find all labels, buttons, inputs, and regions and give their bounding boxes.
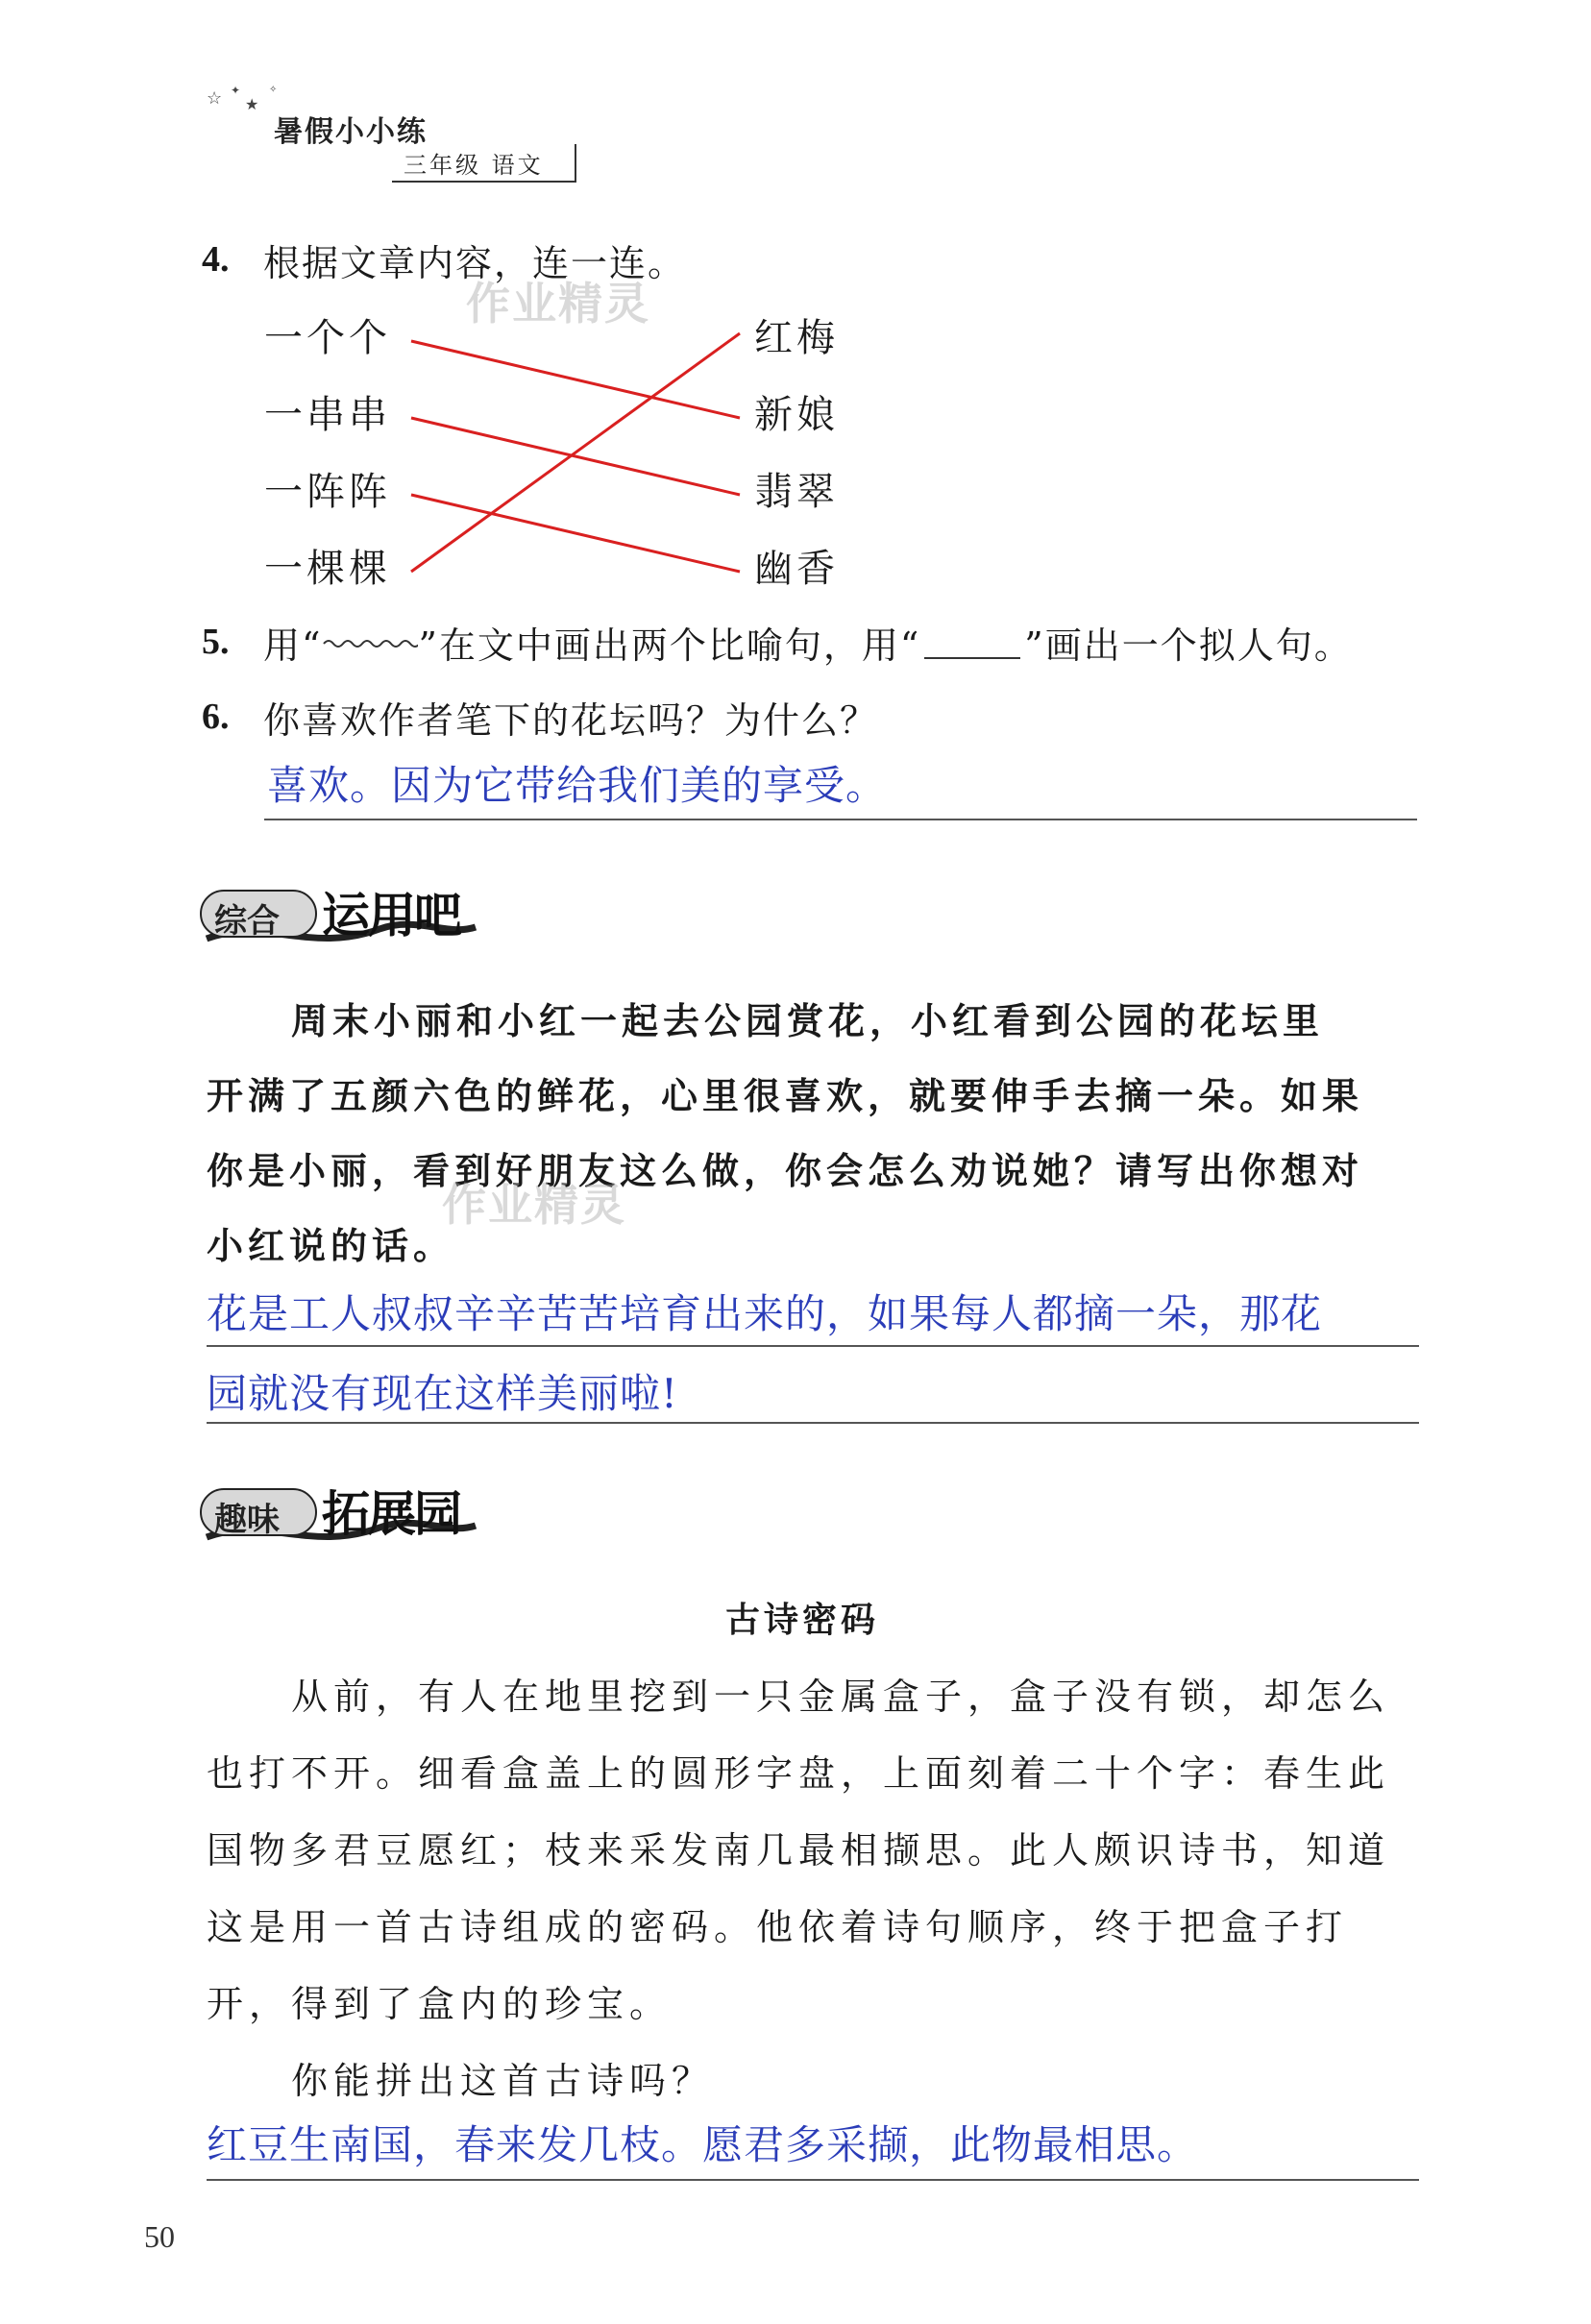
story-line-4: 这是用一首古诗组成的密码。他依着诗句顺序，终于把盒子打 (207, 1906, 1349, 1948)
svg-text:✧: ✧ (269, 85, 278, 95)
section-title: 拓展园 (322, 1486, 460, 1542)
story-line-3: 国物多君豆愿红；枝来采发南几最相撷思。此人颇识诗书，知道 (207, 1829, 1391, 1871)
story-question: 你能拼出这首古诗吗？ (291, 2060, 715, 2102)
svg-text:★: ★ (245, 95, 259, 113)
question-number: 4. (202, 239, 230, 280)
matching-lines (0, 0, 1591, 673)
question-text-part-c: ”画出一个拟人句。 (1024, 624, 1353, 667)
answer-line (207, 2179, 1419, 2181)
story-line-2: 也打不开。细看盒盖上的圆形字盘，上面刻着二十个字：春生此 (207, 1752, 1391, 1795)
match-line (411, 333, 740, 572)
header-title: 暑假小小练 (274, 115, 428, 149)
section-header-comprehensive (197, 869, 485, 956)
right-word-1: 红梅 (754, 316, 839, 360)
header-subtitle: 三年级 语文 (404, 152, 544, 179)
story-line-5: 开，得到了盒内的珍宝。 (207, 1983, 673, 2025)
section-title: 运用吧 (322, 888, 460, 943)
question-number: 6. (202, 697, 230, 737)
question-text-part-b: ”在文中画出两个比喻句，用“ (418, 624, 921, 667)
watermark: 作业精灵 (442, 1179, 626, 1231)
right-word-3: 翡翠 (754, 470, 839, 514)
section-header-fun (197, 1468, 485, 1554)
question-text: 根据文章内容，连一连。 (263, 241, 687, 284)
paragraph-line-4: 小红说的话。 (207, 1225, 455, 1267)
paragraph-line-1: 周末小丽和小红一起去公园赏花，小红看到公园的花坛里 (291, 1000, 1325, 1042)
answer-line (264, 819, 1417, 820)
svg-text:☆: ☆ (207, 88, 223, 109)
wavy-underline-icon (322, 632, 418, 651)
question-text-part-a: 用“ (263, 624, 323, 667)
paragraph-line-3: 你是小丽，看到好朋友这么做，你会怎么劝说她？请写出你想对 (207, 1150, 1364, 1192)
match-line (411, 495, 740, 572)
poem-answer: 红豆生南国，春来发几枝。愿君多采撷，此物最相思。 (207, 2121, 1199, 2168)
match-line (411, 341, 740, 418)
straight-underline (924, 624, 1020, 659)
question-5 (202, 615, 1353, 669)
question-number: 5. (202, 622, 230, 662)
page-number: 50 (144, 2219, 175, 2254)
right-word-4: 幽香 (754, 547, 839, 591)
section1-answer-line-2: 园就没有现在这样美丽啦! (207, 1370, 678, 1417)
q6-answer: 喜欢。因为它带给我们美的享受。 (267, 762, 888, 809)
watermark: 作业精灵 (466, 278, 650, 330)
paragraph-line-2: 开满了五颜六色的鲜花，心里很喜欢，就要伸手去摘一朵。如果 (207, 1075, 1364, 1117)
answer-line (207, 1422, 1419, 1424)
section1-answer-line-1: 花是工人叔叔辛辛苦苦培育出来的，如果每人都摘一朵，那花 (207, 1290, 1323, 1337)
right-word-2: 新娘 (754, 393, 839, 437)
left-word-3: 一阵阵 (264, 470, 391, 514)
answer-line (207, 1345, 1419, 1347)
section-badge-label: 趣味 (214, 1501, 280, 1539)
left-word-4: 一棵棵 (264, 547, 391, 591)
section-badge-label: 综合 (214, 902, 280, 941)
left-word-1: 一个个 (264, 316, 391, 360)
story-line-1: 从前，有人在地里挖到一只金属盒子，盒子没有锁，却怎么 (291, 1676, 1391, 1718)
question-6 (202, 690, 878, 744)
question-text: 你喜欢作者笔下的花坛吗？为什么？ (263, 698, 879, 742)
left-word-2: 一串串 (264, 393, 391, 437)
story-title: 古诗密码 (725, 1601, 880, 1640)
match-line (411, 418, 740, 495)
svg-text:✦: ✦ (231, 84, 241, 97)
